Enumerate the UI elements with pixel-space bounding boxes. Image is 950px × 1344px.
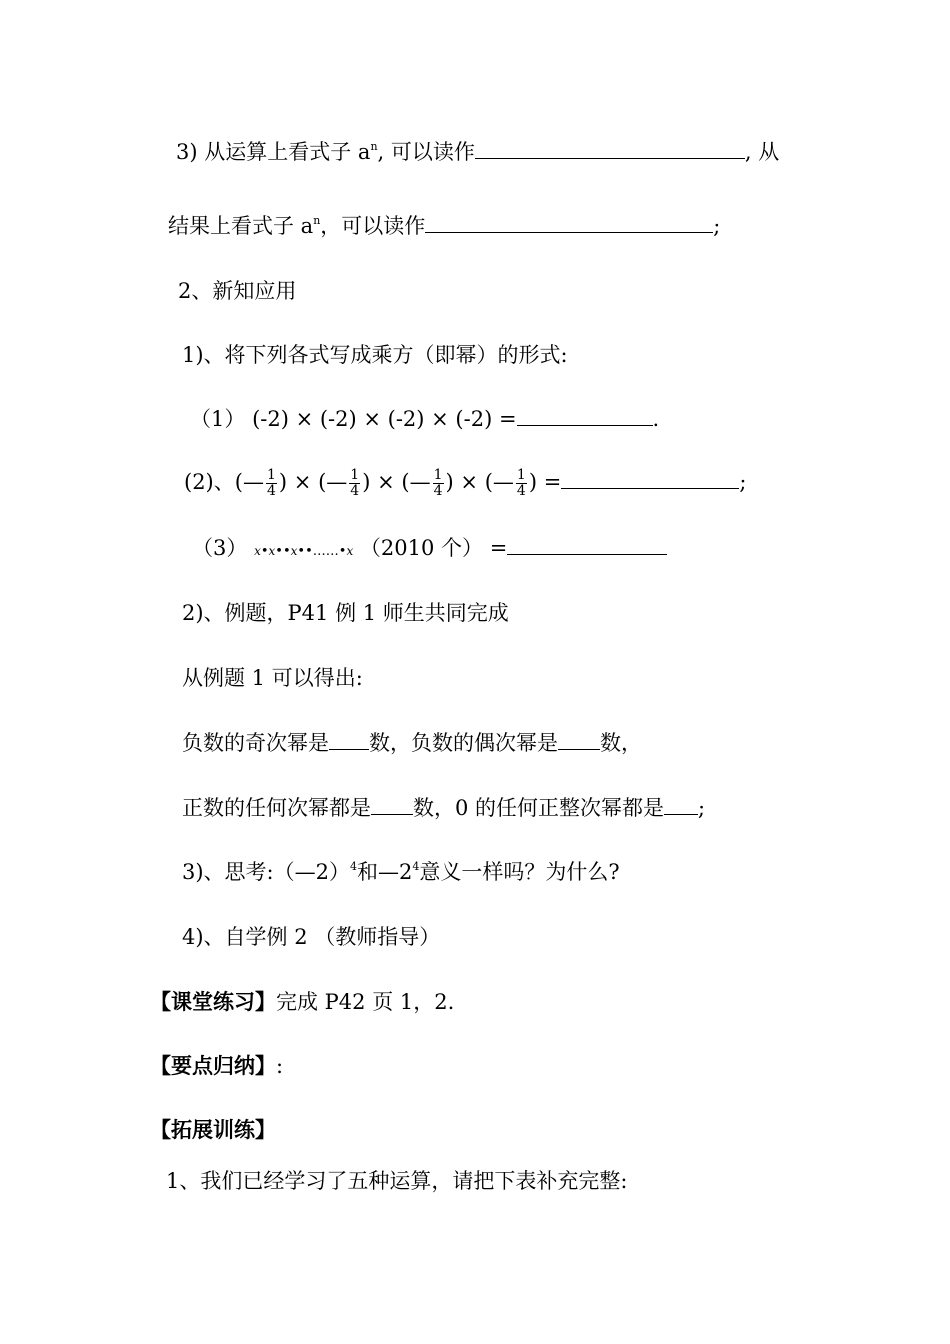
classroom-practice-label: 【课堂练习】 [150, 989, 276, 1014]
exponent-n: n [370, 140, 378, 153]
section-title-new-knowledge: 2、新知应用 [178, 279, 297, 303]
question-1-3: （3） x•x••x••……•x （2010 个） = [192, 534, 667, 566]
answer-blank[interactable] [517, 405, 653, 426]
question-3-think: 3)、思考:（—2）$^4$和$—2^4$意义一样吗？为什么? [182, 860, 620, 884]
extension-item-1: 1、我们已经学习了五种运算，请把下表补充完整: [166, 1169, 628, 1193]
item-3b-mid: ，可以读作 [320, 214, 426, 238]
q1-3-label: （3） [192, 536, 248, 560]
question-2-title: 2)、例题，P41 例 1 师生共同完成 [182, 601, 509, 625]
exponent-4: 4 [412, 860, 420, 873]
item-3-prefix: 3) 从运算上看式子 a [176, 140, 371, 164]
item-3b-suffix: ; [713, 214, 721, 238]
question-2-line-2: 正数的任何次幂都是 数，0 的任何正整次幂都是 ; [182, 796, 706, 820]
classroom-practice-text: 完成 P42 页 1，2. [276, 990, 455, 1014]
key-points-summary: 【要点归纳】: [150, 1053, 284, 1078]
fraction-one-quarter: $\frac{1}{4}$ [516, 467, 526, 499]
fraction-one-quarter: $\frac{1}{4}$ [433, 467, 443, 499]
answer-blank[interactable] [507, 534, 667, 555]
answer-blank[interactable] [558, 729, 600, 750]
fraction-one-quarter: $\frac{1}{4}$ [350, 467, 360, 499]
question-1-1 [190, 405, 659, 433]
q1-1-label: （1） [190, 407, 246, 431]
item-3-operation-reading [176, 138, 779, 166]
question-2-from-example: 从例题 1 可以得出: [182, 666, 363, 690]
item-3-mid: , 可以读作 [377, 140, 475, 164]
q1-1-expression: (-2) × (-2) × (-2) × (-2) = [252, 407, 517, 431]
item-3-suffix: , 从 [744, 140, 780, 164]
fraction-one-quarter: $\frac{1}{4}$ [266, 467, 276, 499]
question-2-line-1: 负数的奇次幂是 数，负数的偶次幂是 数， [182, 731, 642, 755]
answer-blank[interactable] [664, 794, 698, 815]
exponent-n: n [313, 214, 321, 227]
exponent-4: 4 [350, 860, 357, 873]
extension-training-label: 【拓展训练】 [150, 1117, 276, 1142]
answer-blank[interactable] [475, 138, 745, 159]
item-3b-prefix: 结果上看式子 a [168, 214, 314, 238]
question-1-title: 1)、将下列各式写成乘方（即幂）的形式: [182, 343, 568, 367]
key-points-label: 【要点归纳】 [150, 1053, 276, 1078]
q1-1-suffix: . [652, 407, 660, 431]
answer-blank[interactable] [425, 212, 713, 233]
q1-3-count: （2010 个） = [359, 536, 508, 560]
question-1-2: (2)、(— $\frac{1}{4}$ ) × (— $\frac{1}{4}$ ) × (— $\frac{1}{4}$ ) × (— $\frac{1}{4}$ ) = ; [184, 467, 747, 499]
answer-blank[interactable] [329, 729, 369, 750]
q1-2-label: (2)、 [184, 470, 235, 494]
answer-blank[interactable] [371, 794, 413, 815]
classroom-practice [150, 988, 454, 1016]
question-4-self-study: 4)、自学例 2 （教师指导） [182, 925, 441, 949]
item-3-result-reading [168, 212, 720, 240]
answer-blank[interactable] [561, 468, 739, 489]
